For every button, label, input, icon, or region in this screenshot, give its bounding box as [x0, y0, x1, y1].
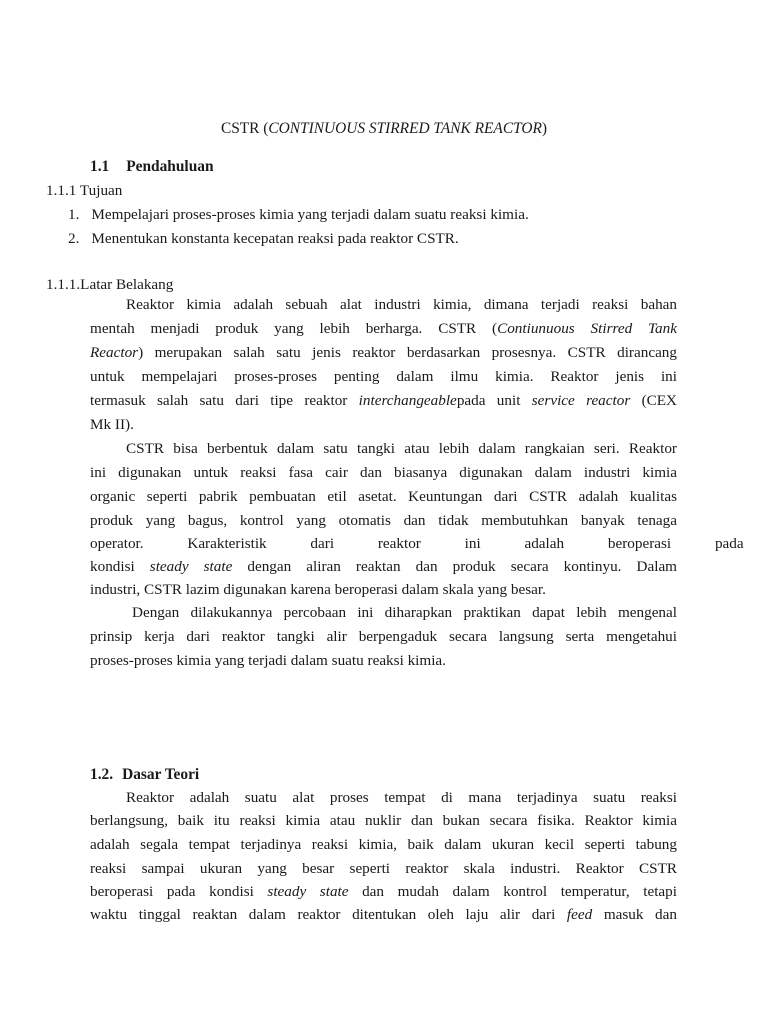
- list-item: 2. Menentukan konstanta kecepatan reaksi pada reaktor CSTR.: [68, 230, 459, 247]
- paragraph-line: Reaktor kimia adalah sebuah alat industri kimia, dimana terjadi reaksi bahan: [126, 296, 677, 313]
- paragraph-line: produk yang bagus, kontrol yang otomatis dan tidak membutuhkan banyak tenaga: [90, 512, 677, 529]
- paragraph-line: waktu tinggal reaktan dalam reaktor ditentukan oleh laju alir dari feed masuk dan: [90, 906, 677, 923]
- paragraph-line: mentah menjadi produk yang lebih berharga. CSTR (Contiunuous Stirred Tank: [90, 320, 677, 337]
- paragraph-line: CSTR bisa berbentuk dalam satu tangki atau lebih dalam rangkaian seri. Reaktor: [126, 440, 677, 457]
- paragraph-line: berlangsung, baik itu reaksi kimia atau nuklir dan bukan secara fisika. Reaktor kimia: [90, 812, 677, 829]
- section-heading-1-1: 1.1 Pendahuluan: [90, 158, 214, 175]
- paragraph-line: Mk II).: [90, 416, 134, 433]
- paragraph-line: Reaktor adalah suatu alat proses tempat di mana terjadinya suatu reaksi: [126, 789, 677, 806]
- paragraph-line: organic seperti pabrik pembuatan etil asetat. Keuntungan dari CSTR adalah kualitas: [90, 488, 677, 505]
- paragraph-line: proses-proses kimia yang terjadi dalam suatu reaksi kimia.: [90, 652, 446, 669]
- paragraph-line: beroperasi pada kondisi steady state dan mudah dalam kontrol temperatur, tetapi: [90, 883, 677, 900]
- section-heading-1-2: 1.2. Dasar Teori: [90, 766, 200, 783]
- paragraph-line: industri, CSTR lazim digunakan karena beroperasi dalam skala yang besar.: [90, 581, 546, 598]
- paragraph-line: untuk mempelajari proses-proses penting dalam ilmu kimia. Reaktor jenis ini: [90, 368, 677, 385]
- subsection-heading-latar-belakang: 1.1.1.Latar Belakang: [46, 276, 174, 293]
- paragraph-line: operator. Karakteristik dari reaktor ini adalah beroperasi pada: [90, 535, 744, 552]
- paragraph-line: reaksi sampai ukuran yang besar seperti reaktor skala industri. Reaktor CSTR: [90, 860, 677, 877]
- paragraph-line: adalah segala tempat terjadinya reaksi kimia, baik dalam ukuran kecil seperti tabung: [90, 836, 677, 853]
- paragraph-line: kondisi steady state dengan aliran reaktan dan produk secara kontinyu. Dalam: [90, 558, 677, 575]
- paragraph-line: prinsip kerja dari reaktor tangki alir berpengaduk secara langsung serta mengetahui: [90, 628, 677, 645]
- paragraph-line: ini digunakan untuk reaksi fasa cair dan biasanya digunakan dalam industri kimia: [90, 464, 677, 481]
- list-item: 1. Mempelajari proses-proses kimia yang terjadi dalam suatu reaksi kimia.: [68, 206, 529, 223]
- paragraph-line: Dengan dilakukannya percobaan ini diharapkan praktikan dapat lebih mengenal: [132, 604, 677, 621]
- subsection-heading-tujuan: 1.1.1 Tujuan: [46, 182, 123, 199]
- paragraph-line: termasuk salah satu dari tipe reaktor interchangeablepada unit service reactor (CEX: [90, 392, 678, 409]
- paragraph-line: Reactor) merupakan salah satu jenis reaktor berdasarkan prosesnya. CSTR dirancang: [90, 344, 677, 361]
- document-title: CSTR (CONTINUOUS STIRRED TANK REACTOR): [220, 120, 548, 137]
